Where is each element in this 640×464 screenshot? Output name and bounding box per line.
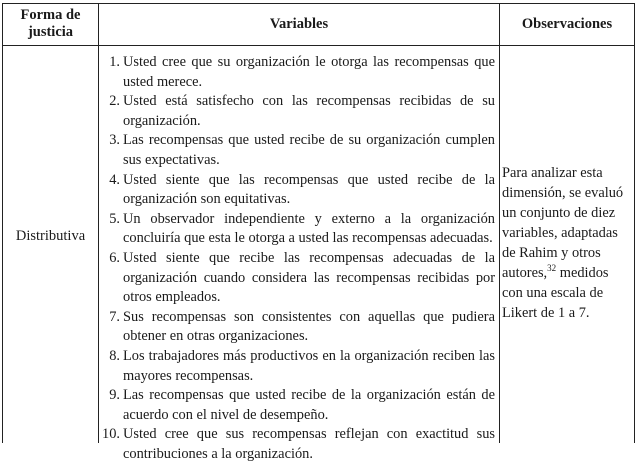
list-item [102, 386, 495, 425]
header-observaciones-label: Observaciones [521, 15, 613, 32]
footnote-reference: 32 [547, 263, 557, 274]
item-number: 1. [109, 54, 120, 70]
item-number: 7. [109, 308, 120, 325]
item-number: 5. [109, 210, 120, 227]
table-border-right [634, 3, 635, 443]
item-number: 6. [109, 249, 120, 266]
list-item [102, 425, 495, 464]
observacion-text-start: Para analizar esta dimensión, se evaluó un conjunto de diez variables, adaptadas de Rahim y otros autores, [502, 165, 624, 281]
column-divider-2 [499, 3, 500, 443]
item-text: Usted siente que las recompensas que usted recibe de la organización son equitativas. [123, 171, 495, 208]
item-text: Las recompensas que usted recibe de la organización están de acuerdo con el nivel de desempeño. [123, 387, 495, 423]
item-number: 3. [109, 132, 120, 149]
header-forma-label: Forma de justicia [20, 7, 81, 40]
column-divider-1 [98, 3, 99, 443]
justice-table [2, 3, 635, 462]
list-item [102, 347, 495, 386]
item-text: Usted cree que su organización le otorga las recompensas que usted merece. [123, 54, 495, 90]
list-item [102, 171, 495, 210]
item-text: Usted cree que sus recompensas reflejan con exactitud sus contribuciones a la organización. [123, 426, 495, 462]
header-observaciones [500, 3, 634, 45]
header-variables-label: Variables [269, 15, 329, 32]
item-number: 2. [109, 93, 120, 110]
item-text: Usted está satisfecho con las recompensas recibidas de su organización. [123, 93, 495, 129]
item-number: 4. [109, 171, 120, 188]
item-text: Un observador independiente y externo a la organización concluiría que esta le otorga a usted las recompensas adecuadas. [123, 210, 495, 247]
observaciones-text [502, 163, 630, 323]
list-item [102, 131, 495, 170]
variables-list [102, 53, 495, 464]
observacion-text-end: medidos con una escala de Likert de 1 a 7. [502, 265, 609, 321]
cell-forma-distributiva [3, 46, 98, 426]
item-text: Las recompensas que usted recibe de su organización cumplen sus expectativas. [123, 132, 495, 168]
item-text: Los trabajadores más productivos en la organización reciben las mayores recompensas. [123, 347, 495, 384]
item-text: Usted siente que recibe las recompensas adecuadas de la organización cuando considera las recompensas recibidas por otros empleados. [123, 249, 495, 306]
header-forma-de-justicia [3, 3, 98, 45]
forma-label: Distributiva [15, 227, 86, 244]
list-item [102, 308, 495, 347]
list-item [102, 210, 495, 249]
item-number: 10. [102, 426, 120, 443]
list-item [102, 92, 495, 131]
item-text: Sus recompensas son consistentes con aquellas que pudiera obtener en otras organizaciones. [123, 308, 495, 345]
header-variables [99, 3, 499, 45]
list-item [102, 53, 495, 92]
item-number: 9. [109, 387, 120, 404]
item-number: 8. [109, 347, 120, 364]
list-item [102, 249, 495, 308]
